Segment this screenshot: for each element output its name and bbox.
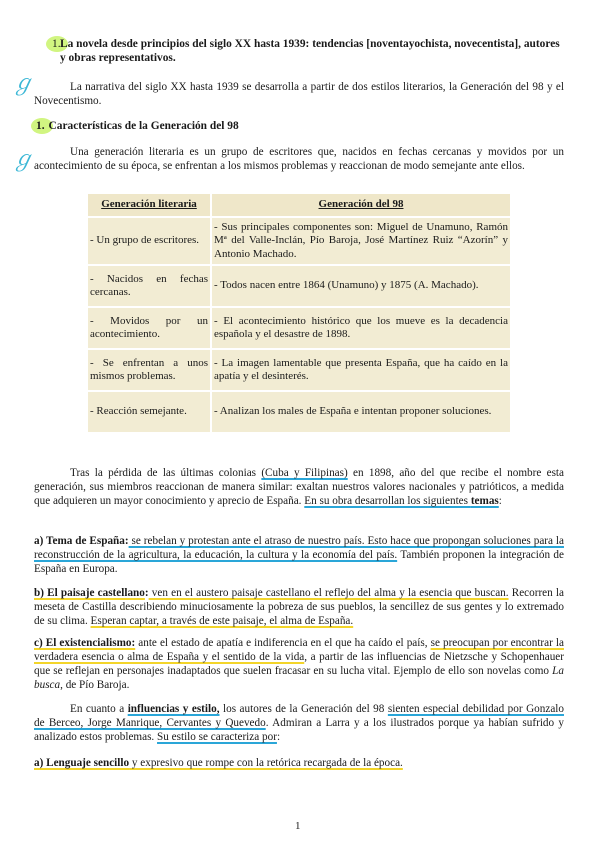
estilo-label: a) Lenguaje sencillo bbox=[34, 757, 130, 769]
table-cell: - El acontecimiento histórico que los mueve es la decadencia española y el desastre de 1898. bbox=[211, 307, 511, 349]
tema-label: c) El existencialismo: bbox=[34, 637, 136, 649]
heading-number: 1. bbox=[52, 38, 61, 50]
influencias-estilo-paragraph bbox=[34, 702, 564, 744]
underlined-text: influencias y estilo, bbox=[127, 703, 220, 715]
table-row bbox=[88, 265, 511, 307]
temas-intro-paragraph bbox=[34, 466, 564, 508]
estilo-lenguaje-paragraph bbox=[34, 756, 564, 770]
underlined-text: sienten especial debilidad por Gonzalo de Berceo, Jorge Manrique, Cervantes y Quevedo bbox=[34, 703, 564, 729]
text-span: ante el estado de apatía e indiferencia en el que ha caído el país, bbox=[135, 637, 431, 649]
table-row bbox=[88, 217, 511, 266]
tema-label: b) El paisaje castellano bbox=[34, 587, 145, 599]
table-row bbox=[88, 307, 511, 349]
text-span: : bbox=[276, 731, 281, 743]
text-span: Tras la pérdida de las últimas colonias bbox=[70, 467, 262, 479]
underlined-text: En su obra desarrollan los siguientes bbox=[304, 495, 471, 507]
underlined-text: Su estilo se caracteriza por bbox=[157, 731, 277, 743]
tema-label: a) Tema de España: bbox=[34, 535, 129, 547]
generation-table bbox=[88, 194, 512, 434]
table-cell: - Sus principales componentes son: Miguel de Unamuno, Ramón Mª del Valle-Inclán, Pío Baroja, José Martínez Ruiz “Azorín” y Antonio Machado. bbox=[211, 217, 511, 266]
text-span: Recorren la meseta de Castilla describiendo minuciosamente la pobreza de sus pueblos, la sencillez de sus gentes y lo extremado de su clima. bbox=[34, 587, 564, 627]
table-cell: - Se enfrentan a unos mismos problemas. bbox=[88, 349, 211, 391]
intro-paragraph: La narrativa del siglo XX hasta 1939 se desarrolla a partir de dos estilos literarios, la Generación del 98 y el Novecentismo. bbox=[34, 81, 564, 107]
text-span: los autores de la Generación del 98 bbox=[219, 703, 388, 715]
section-number: 1. bbox=[36, 120, 45, 132]
underlined-text: se rebelan y protestan ante el atraso de nuestro país. Esto hace que propongan soluciones para la reconstrucción de la agricultura, la educación, la cultura y la economía del país. bbox=[34, 535, 564, 561]
underlined-text: se preocupan por encontrar la verdadera esencia o alma de España y el sentido de la vida bbox=[34, 637, 564, 663]
underlined-text: ven en el austero paisaje castellano el reflejo del alma y la esencia que buscan. bbox=[148, 587, 509, 599]
tema-existencialismo-paragraph bbox=[34, 636, 564, 692]
text-span: , de Pío Baroja. bbox=[60, 679, 130, 691]
table-cell: - Un grupo de escritores. bbox=[88, 217, 211, 266]
text-span: : bbox=[144, 587, 149, 599]
tema-paisaje-paragraph bbox=[34, 586, 564, 628]
section-heading bbox=[36, 119, 239, 133]
page-number: 1 bbox=[295, 820, 301, 832]
table-cell: - Movidos por un acontecimiento. bbox=[88, 307, 211, 349]
table-header-generation-98: Generación del 98 bbox=[211, 194, 511, 217]
text-span: En cuanto a bbox=[70, 703, 128, 715]
book-title: La busca bbox=[34, 665, 564, 691]
section-title: Características de la Generación del 98 bbox=[48, 120, 239, 132]
table-cell: - Nacidos en fechas cercanas. bbox=[88, 265, 211, 307]
table-row bbox=[88, 391, 511, 433]
text-span: , a partir de las influencias de Nietzsche y Schopenhauer que se reflejan en personajes inadaptados que suelen fracasar en su lucha vital. Ejemplo de ello son novelas como bbox=[34, 651, 564, 677]
text-span: . Admiran a Larra y a los ilustrados porque ya habían sufrido y analizado estos problemas. bbox=[34, 717, 564, 743]
generation-definition-paragraph: Una generación literaria es un grupo de escritores que, nacidos en fechas cercanas y movidos por un acontecimiento de su época, se enfrentan a los mismos problemas y reaccionan de modo semejante ante ellos. bbox=[34, 146, 564, 172]
handwritten-annotation-mark: ℊ bbox=[12, 71, 35, 96]
table-cell: - Todos nacen entre 1864 (Unamuno) y 1875 (A. Machado). bbox=[211, 265, 511, 307]
handwritten-annotation-mark: ℊ bbox=[12, 147, 35, 172]
table-row bbox=[88, 349, 511, 391]
text-span: en 1898, año del que recibe el nombre esta generación, sus miembros reaccionan de manera similar: exaltan nuestros valores nacionales y patrióticos, a medida que adquieren un mayor conocimiento y aprecio de España. bbox=[34, 467, 564, 507]
temas-label: temas bbox=[470, 495, 499, 507]
table-cell: - Analizan los males de España e intentan proponer soluciones. bbox=[211, 391, 511, 433]
underlined-text: y expresivo que rompe con la retórica recargada de la época. bbox=[129, 757, 403, 769]
tema-espana-paragraph bbox=[34, 534, 564, 576]
table-cell: - La imagen lamentable que presenta España, que ha caído en la apatía y el desinterés. bbox=[211, 349, 511, 391]
underlined-text: Esperan captar, a través de este paisaje, el alma de España. bbox=[90, 615, 354, 627]
document-title: La novela desde principios del siglo XX hasta 1939: tendencias [noventayochista, novecentista], autores y obras representativos. bbox=[60, 38, 560, 64]
table-cell: - Reacción semejante. bbox=[88, 391, 211, 433]
table-header-literary-generation: Generación literaria bbox=[88, 194, 211, 217]
text-span: : bbox=[498, 495, 502, 507]
underlined-text: (Cuba y Filipinas) bbox=[261, 467, 348, 479]
text-span: También proponen la integración de España en Europa. bbox=[34, 549, 564, 575]
